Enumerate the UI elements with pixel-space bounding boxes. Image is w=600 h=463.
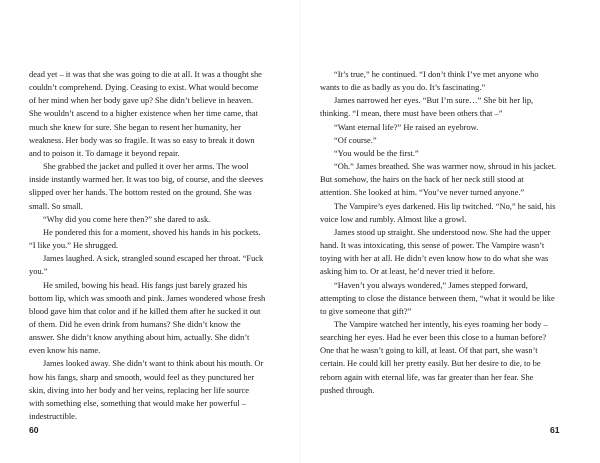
- paragraph: “Oh.” James breathed. She was warmer now, shroud in his jacket. But somehow, the hairs on the back of her neck still stood at attention. She looked at him. “You’ve never turned anyone.”: [320, 161, 557, 198]
- paragraph: James narrowed her eyes. “But I’m sure…” She bit her lip, thinking. “I mean, there must have been others that –”: [320, 95, 534, 119]
- paragraph: James laughed. A sick, strangled sound escaped her throat. “Fuck you.”: [29, 253, 264, 277]
- paragraph: “Why did you come here then?” she dared to ask.: [43, 213, 211, 224]
- right-page: [300, 0, 600, 463]
- paragraph: James stood up straight. She understood now. She had the upper hand. It was intoxicating, this sense of power. The Vampire wasn’t toying with her at all. He didn’t even know how to do what she was asking him to. Or at least, he’d never tried it before.: [320, 226, 551, 277]
- paragraph: The Vampire’s eyes darkened. His lip twitched. “No,” he said, his voice low and rumbly. Almost like a growl.: [320, 200, 556, 224]
- paragraph: dead yet – it was that she was going to die at all. It was a thought she couldn’t comprehend. Dying. Ceasing to exist. What would become of her mind when her body gave up? She didn’t believe in heaven. She wouldn’t ascend to a higher existence when her time came, that much she knew for sure. She began to resent her humanity, her weakness. Her body was so fragile. It was so easy to break it down and to poison it. To damage it beyond repair.: [29, 69, 262, 158]
- left-page-text: [29, 68, 266, 423]
- paragraph: “You would be the first.”: [334, 147, 419, 158]
- paragraph: He pondered this for a moment, shoved his hands in his pockets. “I like you.” He shrugged.: [29, 226, 261, 251]
- page-number: 61: [550, 425, 560, 435]
- paragraph: “Want eternal life?” He raised an eyebrow.: [334, 121, 479, 132]
- paragraph: She grabbed the jacket and pulled it over her arms. The wool inside instantly warmed her. It was too big, of course, and the sleeves slipped over her hands. The bottom rested on the ground. She was small. So small.: [29, 161, 264, 211]
- paragraph: He smiled, bowing his head. His fangs just barely grazed his bottom lip, which was smooth and pink. James wondered whose fresh blood gave him that color and if he killed them after he sucked it out of them. Did he even drink from humans? She didn’t know the answer. She didn’t know anything about him, actually. She didn’t even know his name.: [29, 279, 266, 356]
- paragraph: “It’s true,” he continued. “I don’t think I’ve met anyone who wants to die as badly as you do. It’s fascinating.”: [320, 69, 539, 93]
- paragraph: “Haven’t you always wondered,” James stepped forward, attempting to close the distance between them, “what it would be like to give someone that gift?”: [320, 279, 555, 316]
- page-number: 60: [29, 425, 39, 435]
- paragraph: “Of course.”: [334, 134, 377, 145]
- paragraph: The Vampire watched her intently, his eyes roaming her body – searching her eyes. Had he ever been this close to a human before? One that he wasn’t going to kill, at least. Of that part, she wasn’t certain. He could kill her pretty easily. But her desire to die, to be reborn again with eternal life, was far greater than her fear. She pushed through.: [320, 318, 548, 395]
- paragraph: James looked away. She didn’t want to think about his mouth. Or how his fangs, sharp and smooth, would feel as they punctured her skin, diving into her body and her veins, replacing her life source with something else, something that would make her powerful – indestructible.: [29, 358, 264, 422]
- right-page-text: [320, 68, 557, 397]
